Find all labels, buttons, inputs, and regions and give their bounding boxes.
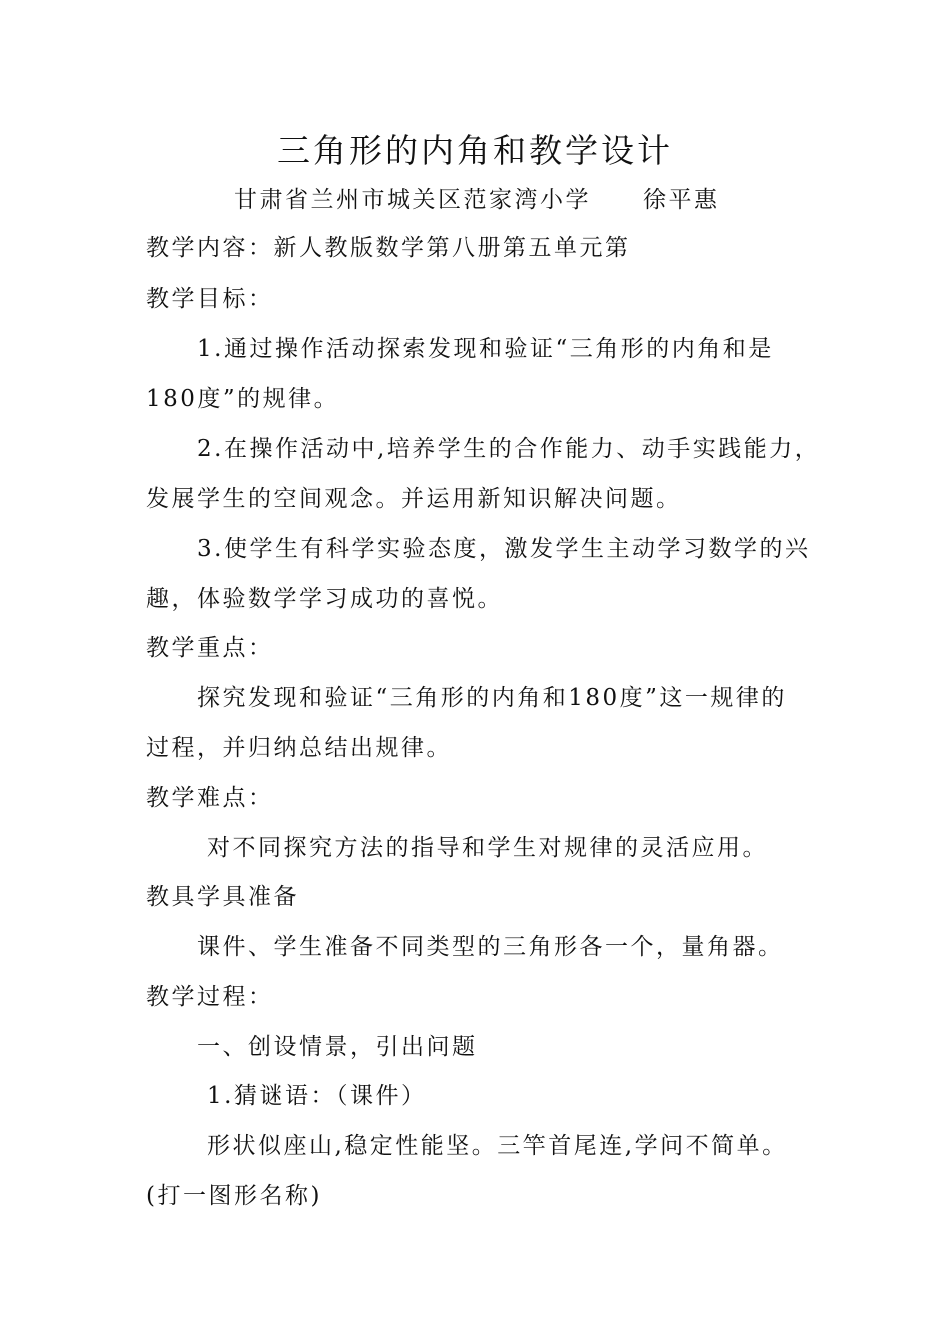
process-heading: 教学过程：: [146, 984, 274, 1010]
author-school: 甘肃省兰州市城关区范家湾小学: [234, 187, 591, 213]
document-title: 三角形的内角和教学设计: [277, 131, 673, 170]
materials-heading: 教具学具准备: [146, 884, 299, 910]
difficulties-line-1: 对不同探究方法的指导和学生对规律的灵活应用。: [207, 835, 768, 861]
key-points-heading: 教学重点：: [146, 635, 274, 661]
teaching-content: 教学内容：新人教版数学第八册第五单元第: [146, 235, 631, 261]
key-points-line-1: 探究发现和验证“三角形的内角和180度”这一规律的: [197, 685, 787, 711]
objective-1-line-1: 1.通过操作活动探索发现和验证“三角形的内角和是: [197, 336, 774, 362]
difficulties-heading: 教学难点：: [146, 785, 274, 811]
author-name: 徐平惠: [643, 187, 720, 213]
objective-2-line-2: 发展学生的空间观念。并运用新知识解决问题。: [146, 486, 682, 512]
riddle-label: 1.猜谜语：（课件）: [207, 1083, 427, 1109]
key-points-line-2: 过程，并归纳总结出规律。: [146, 735, 452, 761]
objective-3-line-2: 趣，体验数学学习成功的喜悦。: [146, 586, 503, 612]
objective-3-line-1: 3.使学生有科学实验态度，激发学生主动学习数学的兴: [197, 536, 811, 562]
riddle-line-2: (打一图形名称): [146, 1183, 322, 1209]
riddle-line-1: 形状似座山,稳定性能坚。三竿首尾连,学问不简单。: [207, 1133, 788, 1159]
section-1-heading: 一、创设情景，引出问题: [197, 1034, 478, 1060]
objective-1-line-2: 180度”的规律。: [146, 386, 340, 412]
objective-2-line-1: 2.在操作活动中,培养学生的合作能力、动手实践能力，: [197, 436, 821, 462]
author-line: [234, 185, 720, 215]
materials-line-1: 课件、学生准备不同类型的三角形各一个，量角器。: [197, 934, 784, 960]
objectives-heading: 教学目标：: [146, 286, 274, 312]
